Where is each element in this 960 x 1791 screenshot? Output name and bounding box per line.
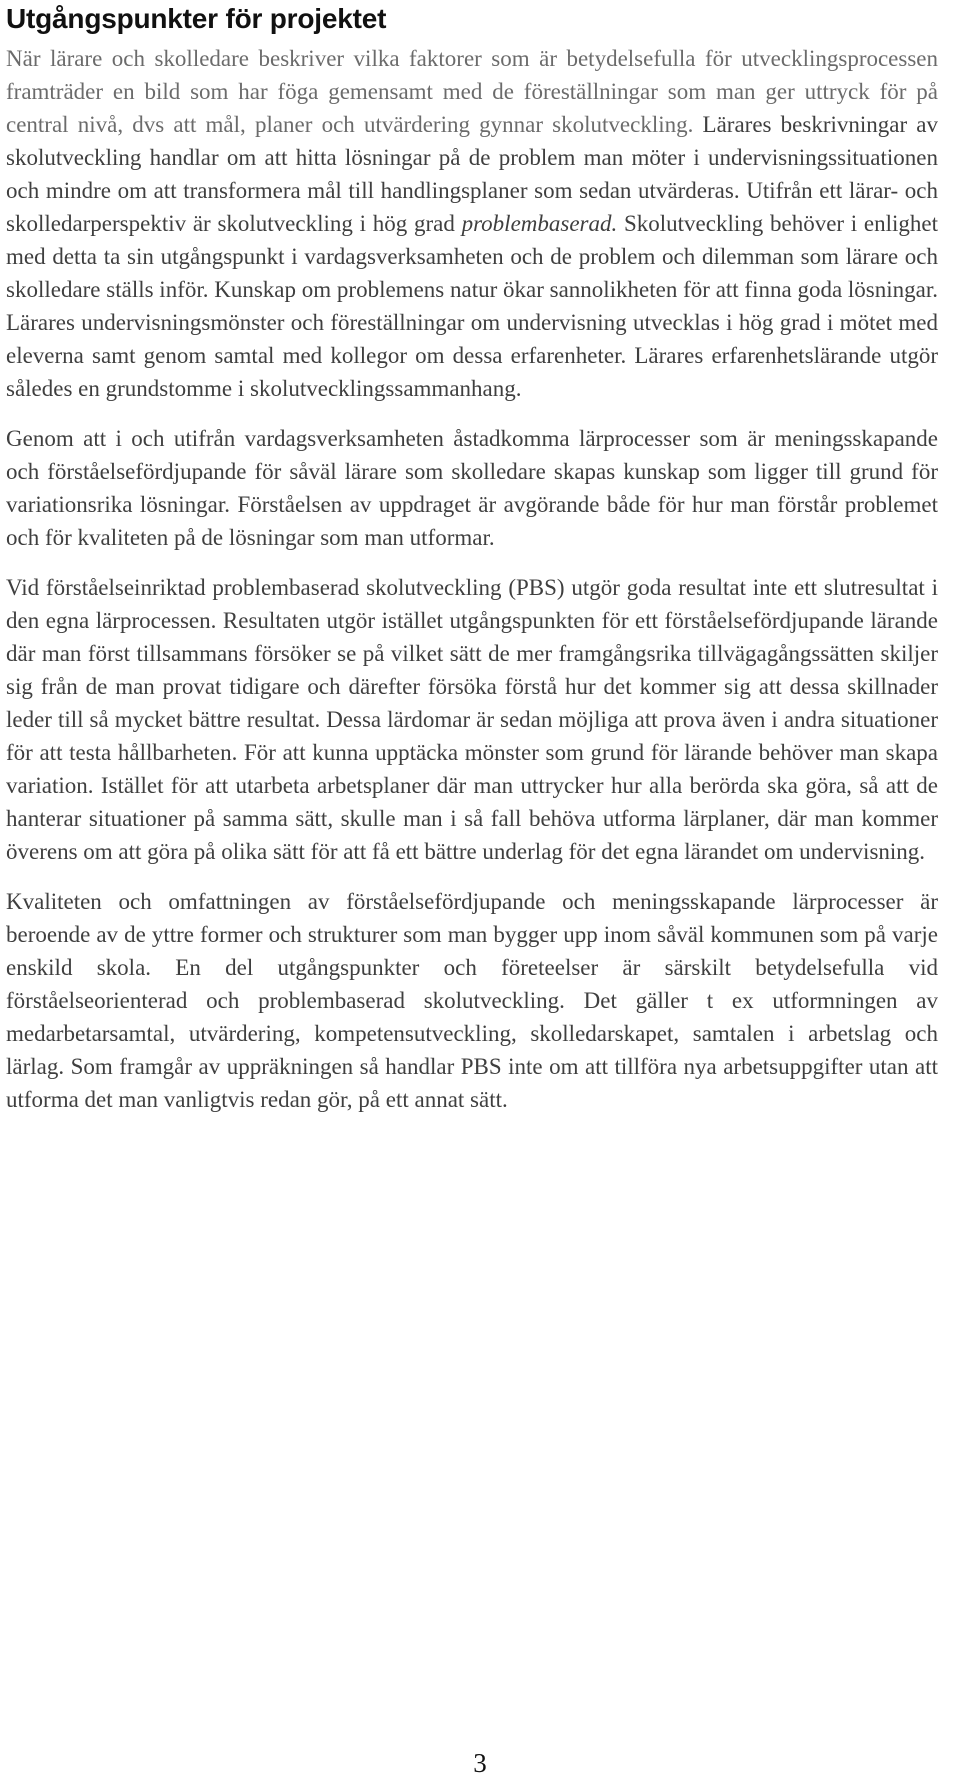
italic-term: problembaserad. xyxy=(461,211,618,236)
paragraph-3: Vid förståelseinriktad problembaserad skolutveckling (PBS) utgör goda resultat inte ett slutresultat i den egna lärprocessen. Resultaten utgör istället utgångspunkten för ett förståelsefördjupande lärande där man först tillsammans försöker se på vilket sätt de mer framgångsrika tillvägagångssätten skiljer sig från de man provat tidigare och därefter försöka förstå hur det kommer sig att dessa skillnader leder till så mycket bättre resultat. Dessa lärdomar är sedan möjliga att prova även i andra situationer för att testa hållbarheten. För att kunna upptäcka mönster som grund för lärande behöver man skapa variation. Istället för att utarbeta arbetsplaner där man uttrycker hur alla berörda ska göra, så att de hanterar situationer på samma sätt, skulle man i så fall behöva utforma lärplaner, där man kommer överens om att göra på olika sätt för att få ett bättre underlag för det egna lärandet om undervisning. xyxy=(6,575,938,864)
paragraph-1-continuation: Skolutveckling behöver i enlighet med detta ta sin utgångspunkt i vardagsverksamheten och de problem och dilemman som lärare och skolledare ställs inför. Kunskap om problemens natur ökar sannolikheten för att finna goda lösningar. Lärares undervisningsmönster och föreställningar om undervisning utvecklas i hög grad i mötet med eleverna samt genom samtal med kollegor om dessa erfarenheter. Lärares erfarenhetslärande utgör således en grundstomme i skolutvecklingssammanhang. xyxy=(6,211,939,401)
paragraph-4: Kvaliteten och omfattningen av förståelsefördjupande och meningsskapande lärprocesser är beroende av de yttre former och strukturer som man bygger upp inom såväl kommunen som på varje enskild skola. En del utgångspunkter och företeelser är särskilt betydelsefulla vid förståelseorienterad och problembaserad skolutveckling. Det gäller t ex utformningen av medarbetarsamtal, utvärdering, kompetensutveckling, skolledarskapet, samtalen i arbetslag och lärlag. Som framgår av uppräkningen så handlar PBS inte om att tillföra nya arbetsuppgifter utan att utforma det man vanligtvis redan gör, på ett annat sätt. xyxy=(6,889,938,1112)
paragraph-1-intro: När lärare och skolledare beskriver vilka faktorer som är betydelsefulla för utvecklingsprocessen framträder en bild som har föga gemensamt med de föreställningar som man ger uttryck för på central nivå, dvs att mål, planer och utvärdering gynnar skolutveckling. xyxy=(6,46,938,137)
document-page xyxy=(6,0,938,1116)
paragraph-1-body: Lärares beskrivningar av skolutveckling handlar om att hitta lösningar på de problem man möter i undervisningssituationen och mindre om att transformera mål till handlingsplaner som sedan utvärderas. Utifrån ett lärar- och skolledarperspektiv är skolutveckling i hög grad xyxy=(6,112,939,236)
paragraph-1 xyxy=(6,42,938,405)
paragraph-2: Genom att i och utifrån vardagsverksamheten åstadkomma lärprocesser som är meningsskapande och förståelsefördjupande för såväl lärare som skolledare skapas kunskap som ligger till grund för variationsrika lösningar. Förståelsen av uppdraget är avgörande både för hur man förstår problemet och för kvaliteten på de lösningar som man utformar. xyxy=(6,426,938,550)
section-heading: Utgångspunkter för projektet xyxy=(6,3,387,34)
page-number: 3 xyxy=(473,1748,487,1778)
